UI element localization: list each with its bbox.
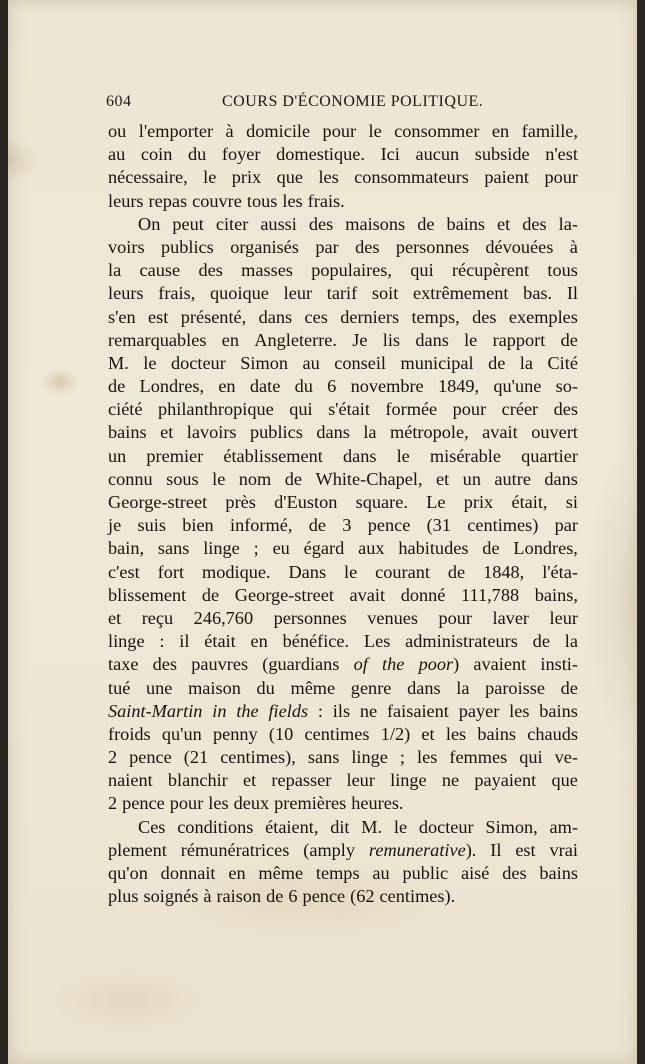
text-line: de Londres, en date du 6 novembre 1849, qu'une so- xyxy=(108,376,578,397)
text-line: ciété philanthropique qui s'était formée pour créer des xyxy=(108,399,578,420)
page-number: 604 xyxy=(106,93,132,110)
text-line: c'est fort modique. Dans le courant de 1848, l'éta- xyxy=(108,561,578,582)
page-header xyxy=(106,93,578,117)
text-line: On peut citer aussi des maisons de bains et des la- xyxy=(138,213,578,234)
text-line: linge : il était en bénéfice. Les administrateurs de la xyxy=(108,631,578,652)
text-line: un premier établissement dans le misérable quartier xyxy=(108,445,578,466)
text-line: tué une maison du même genre dans la paroisse de xyxy=(108,677,578,698)
text-line: naient blanchir et repasser leur linge ne payaient que xyxy=(108,770,578,791)
text-line: 2 pence pour les deux premières heures. xyxy=(108,793,404,814)
text-line: je suis bien informé, de 3 pence (31 centimes) par xyxy=(108,515,578,536)
text-line: plement rémunératrices (amply remunerative). Il est vrai xyxy=(108,839,578,860)
text-line: voirs publics organisés par des personnes dévouées à xyxy=(108,236,578,257)
text-line: remarquables en Angleterre. Je lis dans le rapport de xyxy=(108,329,578,350)
text-line: qu'on donnait en même temps au public aisé des bains xyxy=(108,863,578,883)
text-line: leurs frais, quoique leur tarif soit extrêmement bas. Il xyxy=(108,283,578,304)
text-line: froids qu'un penny (10 centimes 1/2) et les bains chauds xyxy=(108,723,578,744)
text-line: plus soignés à raison de 6 pence (62 centimes). xyxy=(108,886,456,907)
text-line: George-street près d'Euston square. Le prix était, si xyxy=(108,492,578,512)
text-line: au coin du foyer domestique. Ici aucun subside n'est xyxy=(108,144,578,165)
text-line: leurs repas couvre tous les frais. xyxy=(108,190,345,211)
text-line: nécessaire, le prix que les consommateurs paient pour xyxy=(108,167,578,188)
text-line: bain, sans linge ; eu égard aux habitudes de Londres, xyxy=(108,538,578,559)
text-line: s'en est présenté, dans ces derniers temps, des exemples xyxy=(108,306,578,327)
text-line: ou l'emporter à domicile pour le consommer en famille, xyxy=(108,121,578,141)
text-line: et reçu 246,760 personnes venues pour laver leur xyxy=(108,607,578,628)
text-line: connu sous le nom de White-Chapel, et un autre dans xyxy=(108,468,578,489)
text-line: blissement de George-street avait donné 111,788 bains, xyxy=(108,584,578,605)
text-line: bains et lavoirs publics dans la métropole, avait ouvert xyxy=(108,422,578,443)
body-text xyxy=(108,120,578,908)
text-line: taxe des pauvres (guardians of the poor) avaient insti- xyxy=(108,654,578,675)
text-line: Saint-Martin in the fields : ils ne faisaient payer les bains xyxy=(108,700,578,721)
text-line: la cause des masses populaires, qui récupèrent tous xyxy=(108,260,578,281)
text-line: 2 pence (21 centimes), sans linge ; les femmes qui ve- xyxy=(108,747,578,768)
book-page xyxy=(8,0,637,1064)
text-line: M. le docteur Simon au conseil municipal de la Cité xyxy=(108,352,578,373)
running-title: COURS D'ÉCONOMIE POLITIQUE. xyxy=(222,93,484,110)
text-line: Ces conditions étaient, dit M. le docteur Simon, am- xyxy=(138,816,578,837)
